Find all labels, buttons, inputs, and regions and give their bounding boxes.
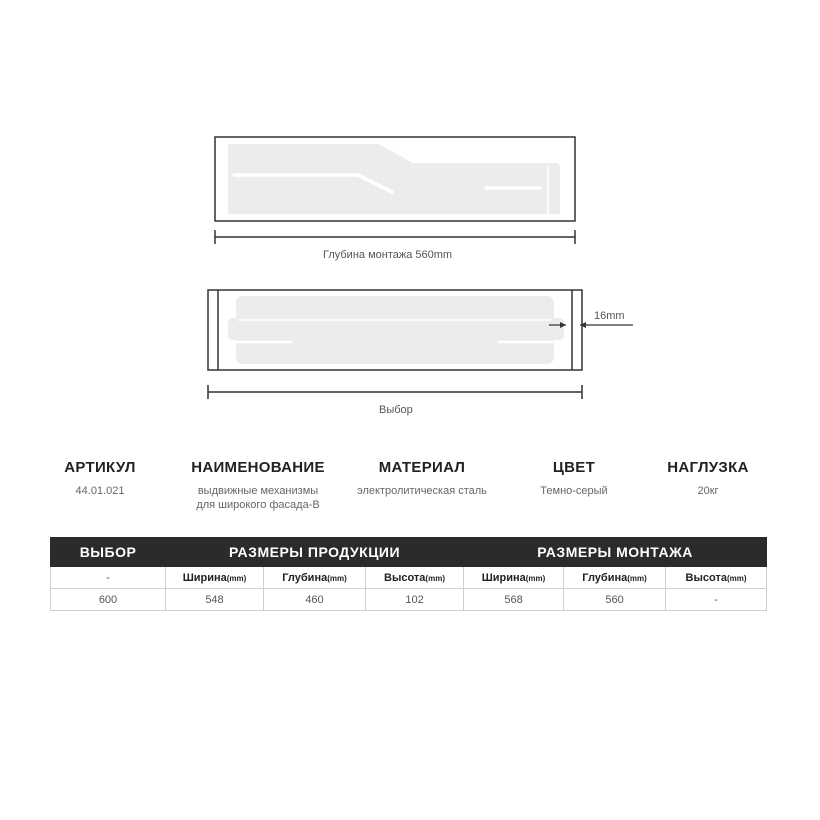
spec-article [64, 459, 136, 498]
cell-mount-depth: 560 [564, 589, 666, 611]
cell-mount-width: 568 [464, 589, 564, 611]
spec-value: 44.01.021 [75, 485, 125, 497]
spec-load [667, 459, 748, 498]
cell-prod-depth: 460 [264, 589, 366, 611]
gap-dimension-arrows [549, 322, 633, 328]
spec-material [357, 459, 487, 498]
cell-prod-width: 548 [166, 589, 264, 611]
table-subheader-row [51, 567, 767, 589]
cell-select: 600 [51, 589, 166, 611]
spec-value-line: для широкого фасада-В [196, 499, 320, 511]
front-view [208, 290, 582, 370]
mount-width-header: Ширина(mm) [464, 567, 564, 589]
mount-dimensions-header: РАЗМЕРЫ МОНТАЖА [464, 538, 767, 567]
spec-title: ЦВЕТ [552, 459, 596, 476]
spec-value [191, 484, 325, 512]
select-subheader: - [51, 567, 166, 589]
prod-height-header: Высота(mm) [366, 567, 464, 589]
spec-title: АРТИКУЛ [64, 459, 136, 476]
depth-label: Глубина монтажа 560mm [323, 249, 453, 261]
side-view [215, 137, 575, 221]
spec-title: НАИМЕНОВАНИЕ [191, 459, 325, 476]
prod-depth-header: Глубина(mm) [264, 567, 366, 589]
col-select-header: ВЫБОР [51, 538, 166, 567]
product-dimensions-header: РАЗМЕРЫ ПРОДУКЦИИ [166, 538, 464, 567]
spec-value: 20кг [697, 485, 719, 497]
table-row [51, 589, 767, 611]
cell-prod-height: 102 [366, 589, 464, 611]
spec-value: Темно-серый [540, 485, 608, 497]
spec-color [540, 459, 607, 498]
cell-mount-height: - [666, 589, 767, 611]
width-dimension-line [208, 385, 582, 399]
spec-title: НАГЛУЗКА [667, 459, 749, 476]
mount-depth-header: Глубина(mm) [564, 567, 666, 589]
spec-title: МАТЕРИАЛ [378, 459, 466, 476]
mount-height-header: Высота(mm) [666, 567, 767, 589]
spec-section [50, 459, 770, 519]
gap-label: 16mm [594, 310, 625, 322]
prod-width-header: Ширина(mm) [166, 567, 264, 589]
depth-dimension-line [215, 230, 575, 244]
dimensions-table [50, 537, 767, 611]
table-header-row [51, 538, 767, 567]
spec-value-line: выдвижные механизмы [197, 485, 319, 497]
spec-value: электролитическая сталь [357, 485, 487, 497]
width-label: Выбор [379, 404, 413, 416]
spec-name [191, 459, 325, 512]
